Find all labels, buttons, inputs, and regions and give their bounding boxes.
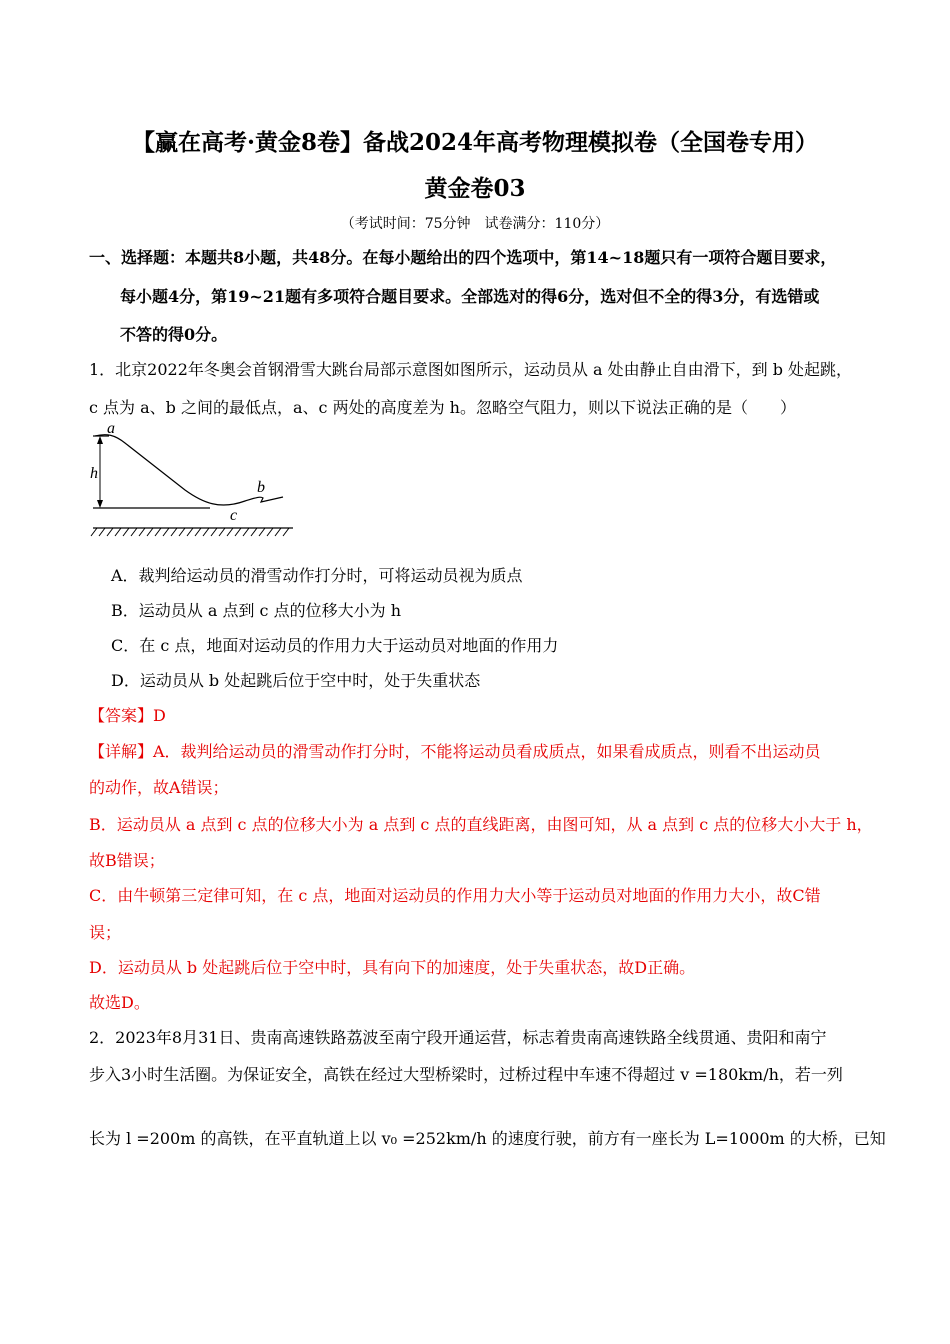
q1-analysis-line-4: 故B错误； (89, 851, 165, 870)
q1-analysis-line-3: B．运动员从 a 点到 c 点的位移大小为 a 点到 c 点的直线距离，由图可知，从 a 点到 c 点的位移大小大于 h， (89, 815, 873, 834)
q2-stem-line-2: 步入3小时生活圈。为保证安全，高铁在经过大型桥梁时，过桥过程中车速不得超过 v =180km/h，若一列 (89, 1065, 843, 1084)
label-b: b (257, 479, 265, 496)
q1-answer: 【答案】D (89, 706, 166, 725)
q2-stem-line-3: 长为 l =200m 的高铁，在平直轨道上以 v₀ =252km/h 的速度行驶，前方有一座长为 L=1000m 的大桥，已知 (89, 1129, 886, 1148)
q1-analysis-line-5: C．由牛顿第三定律可知，在 c 点，地面对运动员的作用力大小等于运动员对地面的作用力大小，故C错 (89, 886, 821, 905)
exam-meta: （考试时间：75分钟 试卷满分：110分） (340, 216, 610, 232)
q1-analysis-line-1: 【详解】A．裁判给运动员的滑雪动作打分时，不能将运动员看成质点，如果看成质点，则看不出运动员 (89, 742, 821, 761)
label-h: h (90, 465, 98, 482)
q1-stem-line-1: 1．北京2022年冬奥会首钢滑雪大跳台局部示意图如图所示，运动员从 a 处由静止自由滑下，到 b 处起跳， (89, 360, 853, 379)
label-a: a (107, 420, 115, 437)
paper-number: 黄金卷03 (424, 175, 526, 202)
q1-option-b: B．运动员从 a 点到 c 点的位移大小为 h (111, 601, 401, 620)
section-instruction-line-3: 不答的得0分。 (120, 325, 228, 344)
section-instruction-line-1: 一、选择题：本题共8小题，共48分。在每小题给出的四个选项中，第14~18题只有一项符合题目要求， (89, 248, 837, 267)
ski-jump-figure (85, 418, 300, 543)
q1-analysis-line-6: 误； (89, 923, 122, 942)
q1-analysis-line-2: 的动作，故A错误； (89, 778, 229, 797)
q1-option-c: C．在 c 点，地面对运动员的作用力大于运动员对地面的作用力 (111, 636, 559, 655)
label-c: c (230, 507, 238, 524)
q1-conclusion: 故选D。 (89, 993, 150, 1012)
q1-option-d: D．运动员从 b 处起跳后位于空中时，处于失重状态 (111, 671, 481, 690)
q1-analysis-line-7: D．运动员从 b 处起跳后位于空中时，具有向下的加速度，处于失重状态，故D正确。 (89, 958, 696, 977)
exam-title: 【赢在高考·黄金8卷】备战2024年高考物理模拟卷（全国卷专用） (131, 129, 819, 156)
q1-stem-line-2: c 点为 a、b 之间的最低点，a、c 两处的高度差为 h。忽略空气阻力，则以下说法正确的是（ ） (89, 398, 796, 417)
q2-stem-line-1: 2．2023年8月31日、贵南高速铁路荔波至南宁段开通运营，标志着贵南高速铁路全线贯通、贵阳和南宁 (89, 1028, 827, 1047)
section-instruction-line-2: 每小题4分，第19~21题有多项符合题目要求。全部选对的得6分，选对但不全的得3分，有选错或 (120, 287, 820, 306)
q1-option-a: A．裁判给运动员的滑雪动作打分时，可将运动员视为质点 (111, 566, 523, 585)
